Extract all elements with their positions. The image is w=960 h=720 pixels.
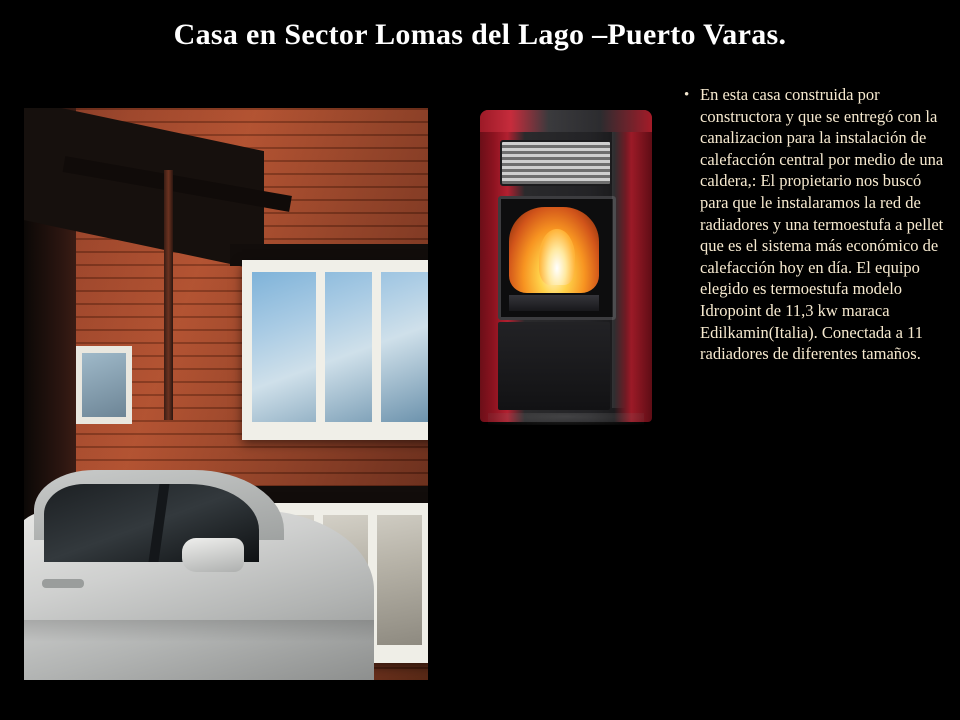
list-item [684, 84, 946, 365]
stove-lower-panel [498, 322, 610, 410]
pellet-stove-photo [462, 108, 670, 428]
window-mullion [316, 272, 325, 422]
window-mullion [372, 272, 381, 422]
stove-top-panel [480, 110, 652, 132]
flame-core [539, 229, 575, 285]
car-shadow [24, 620, 374, 642]
car-door-handle [42, 579, 84, 588]
stove-base-shadow [488, 413, 644, 425]
page-title: Casa en Sector Lomas del Lago –Puerto Varas. [173, 18, 787, 51]
house-exterior-photo [24, 108, 428, 680]
downspout [164, 170, 173, 420]
upper-bay-window [242, 260, 428, 440]
window-glass [82, 353, 126, 417]
description-paragraph: En esta casa construida por constructora y que se entregó con la canalizacion para la instalación de calefacción central por medio de una caldera,: El propietario nos buscó para que le instalaramos la red de radiadores y una termoestufa a pellet que es el sistema más económico de calefacción hoy en día. El equipo elegido es termoestufa modelo Idropoint de 11,3 kw maraca Edilkamin(Italia). Conectada a 11 radiadores de diferentes tamaños. [700, 85, 944, 364]
car-side-mirror [182, 538, 244, 572]
window-glass [252, 272, 428, 422]
parked-car [24, 465, 374, 680]
stove-air-grille [500, 140, 612, 186]
bullet-marker-icon: • [684, 87, 690, 103]
flame-icon [509, 207, 599, 293]
small-side-window [76, 346, 132, 424]
stove-firebox-door [498, 196, 616, 320]
description-text-block [684, 84, 946, 365]
stove-highlight [612, 132, 626, 408]
stove-burn-pot [509, 295, 599, 311]
